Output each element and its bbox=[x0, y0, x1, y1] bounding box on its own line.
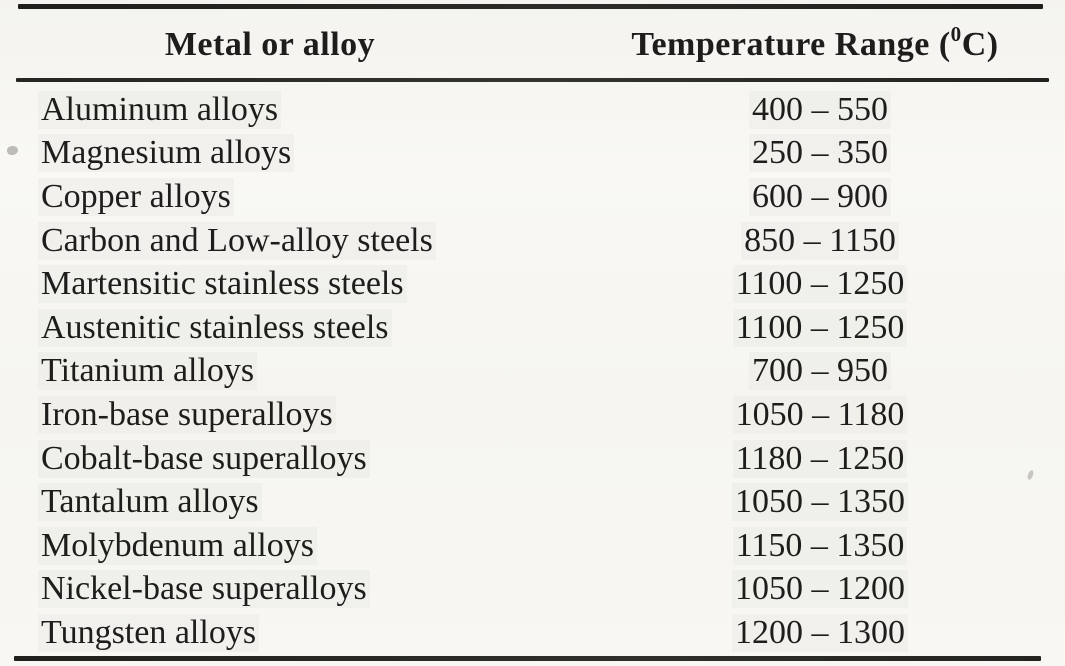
table-row bbox=[0, 262, 1065, 306]
metal-name: Iron-base superalloys bbox=[38, 396, 336, 434]
table-body bbox=[0, 88, 1065, 655]
temperature-range: 1050 – 1350 bbox=[732, 483, 908, 521]
column-header-temperature-label: Temperature Range ($^0$C) bbox=[631, 21, 999, 63]
table-row bbox=[0, 480, 1065, 524]
temperature-range: 700 – 950 bbox=[749, 352, 891, 390]
metal-name: Carbon and Low-alloy steels bbox=[38, 222, 436, 260]
table-row bbox=[0, 437, 1065, 481]
metal-name: Martensitic stainless steels bbox=[38, 265, 407, 303]
metal-name: Nickel-base superalloys bbox=[38, 570, 370, 608]
table-row bbox=[0, 524, 1065, 568]
metal-name: Copper alloys bbox=[38, 178, 234, 216]
metal-name: Titanium alloys bbox=[38, 352, 257, 390]
metal-name: Molybdenum alloys bbox=[38, 527, 317, 565]
table-header-rule bbox=[16, 78, 1049, 82]
table-row bbox=[0, 219, 1065, 263]
temperature-range: 1100 – 1250 bbox=[733, 265, 908, 303]
table-row bbox=[0, 132, 1065, 176]
superscript-zero: 0 bbox=[950, 21, 962, 46]
table-row bbox=[0, 175, 1065, 219]
table-row bbox=[0, 88, 1065, 132]
metal-name: Aluminum alloys bbox=[38, 91, 281, 129]
table-row bbox=[0, 568, 1065, 612]
temperature-range: 250 – 350 bbox=[749, 134, 891, 172]
table-row bbox=[0, 306, 1065, 350]
table-top-rule bbox=[18, 4, 1043, 9]
temperature-range: 850 – 1150 bbox=[741, 222, 899, 260]
temperature-range: 600 – 900 bbox=[749, 178, 891, 216]
table-row bbox=[0, 350, 1065, 394]
metal-name: Tungsten alloys bbox=[38, 614, 259, 652]
table-row bbox=[0, 611, 1065, 655]
column-header-metal bbox=[20, 14, 520, 76]
temperature-range: 1050 – 1180 bbox=[733, 396, 908, 434]
metal-name: Austenitic stainless steels bbox=[38, 309, 392, 347]
temperature-range: 1180 – 1250 bbox=[733, 440, 908, 478]
metal-name: Tantalum alloys bbox=[38, 483, 262, 521]
table-header-row bbox=[0, 14, 1065, 76]
temperature-range: 1200 – 1300 bbox=[732, 614, 908, 652]
column-header-metal-label: Metal or alloy bbox=[164, 26, 376, 63]
metal-name: Cobalt-base superalloys bbox=[38, 440, 370, 478]
table-row bbox=[0, 393, 1065, 437]
column-header-temperature bbox=[560, 14, 1065, 76]
table-bottom-rule bbox=[14, 656, 1041, 661]
temperature-range: 400 – 550 bbox=[749, 91, 891, 129]
temperature-range: 1100 – 1250 bbox=[733, 309, 908, 347]
metal-name: Magnesium alloys bbox=[38, 134, 294, 172]
temperature-range: 1050 – 1200 bbox=[732, 570, 908, 608]
temperature-range: 1150 – 1350 bbox=[733, 527, 908, 565]
